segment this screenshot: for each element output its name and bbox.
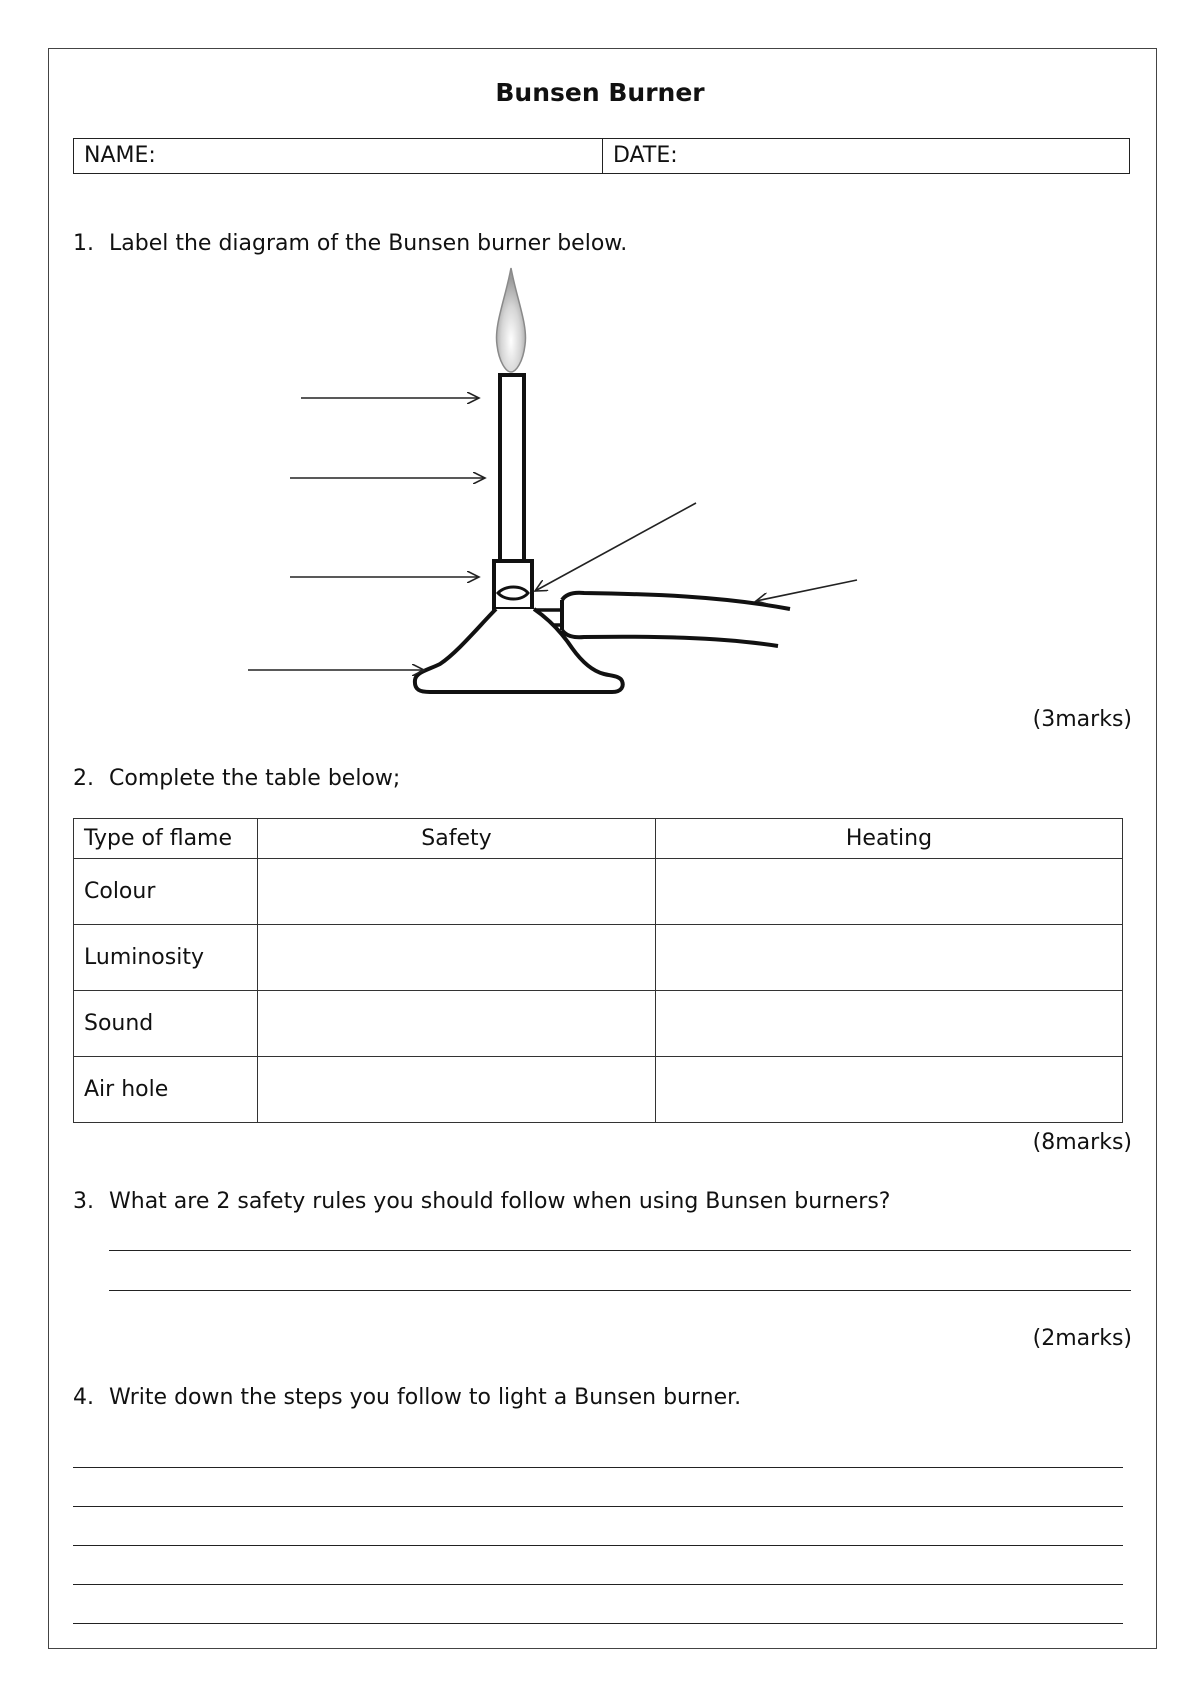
cell-luminosity-heating[interactable] xyxy=(655,925,1122,991)
burner-base xyxy=(415,609,623,692)
cell-sound-safety[interactable] xyxy=(258,991,656,1057)
label-arrow-5 xyxy=(535,503,696,591)
barrel xyxy=(500,375,524,563)
label-arrow-6 xyxy=(756,580,857,601)
cell-air-hole-heating[interactable] xyxy=(655,1057,1122,1123)
row-label-luminosity: Luminosity xyxy=(74,925,258,991)
cell-luminosity-safety[interactable] xyxy=(258,925,656,991)
question-4-answer-line[interactable] xyxy=(73,1623,1123,1624)
header-heating: Heating xyxy=(655,819,1122,859)
cell-colour-safety[interactable] xyxy=(258,859,656,925)
bunsen-burner-diagram xyxy=(0,0,1200,720)
question-2-marks: (8marks) xyxy=(1032,1130,1132,1155)
question-4-answer-line[interactable] xyxy=(73,1467,1123,1468)
row-label-sound: Sound xyxy=(74,991,258,1057)
question-1-marks: (3marks) xyxy=(1032,707,1132,732)
cell-sound-heating[interactable] xyxy=(655,991,1122,1057)
table-header-row xyxy=(74,819,1123,859)
question-3-answer-line[interactable] xyxy=(109,1290,1131,1291)
question-4-number: 4. xyxy=(73,1385,94,1410)
flame-comparison-table xyxy=(73,818,1123,1123)
name-label: NAME: xyxy=(84,143,156,168)
question-4-text: Write down the steps you follow to light a Bunsen burner. xyxy=(109,1385,742,1410)
question-3 xyxy=(73,1189,890,1214)
cell-colour-heating[interactable] xyxy=(655,859,1122,925)
header-type-of-flame: Type of flame xyxy=(74,819,258,859)
rubber-tubing xyxy=(562,593,790,609)
table-row xyxy=(74,859,1123,925)
question-3-marks: (2marks) xyxy=(1032,1326,1132,1351)
question-4-answer-line[interactable] xyxy=(73,1506,1123,1507)
question-3-text: What are 2 safety rules you should follow when using Bunsen burners? xyxy=(109,1189,891,1214)
worksheet-title: Bunsen Burner xyxy=(495,78,705,107)
row-label-air-hole: Air hole xyxy=(74,1057,258,1123)
flame-icon xyxy=(496,268,525,372)
question-2-number: 2. xyxy=(73,766,94,791)
row-label-colour: Colour xyxy=(74,859,258,925)
air-hole-icon xyxy=(498,587,528,599)
question-4-answer-line[interactable] xyxy=(73,1584,1123,1585)
question-4 xyxy=(73,1385,741,1410)
question-3-number: 3. xyxy=(73,1189,94,1214)
table-row xyxy=(74,991,1123,1057)
table-row xyxy=(74,925,1123,991)
table-row xyxy=(74,1057,1123,1123)
question-2-text: Complete the table below; xyxy=(109,766,401,791)
question-3-answer-line[interactable] xyxy=(109,1250,1131,1251)
question-2 xyxy=(73,766,400,791)
question-4-answer-line[interactable] xyxy=(73,1545,1123,1546)
question-1-number: 1. xyxy=(73,231,94,256)
header-safety: Safety xyxy=(258,819,656,859)
date-label: DATE: xyxy=(613,143,678,168)
collar xyxy=(494,561,532,609)
cell-air-hole-safety[interactable] xyxy=(258,1057,656,1123)
question-1-text: Label the diagram of the Bunsen burner below. xyxy=(109,231,628,256)
